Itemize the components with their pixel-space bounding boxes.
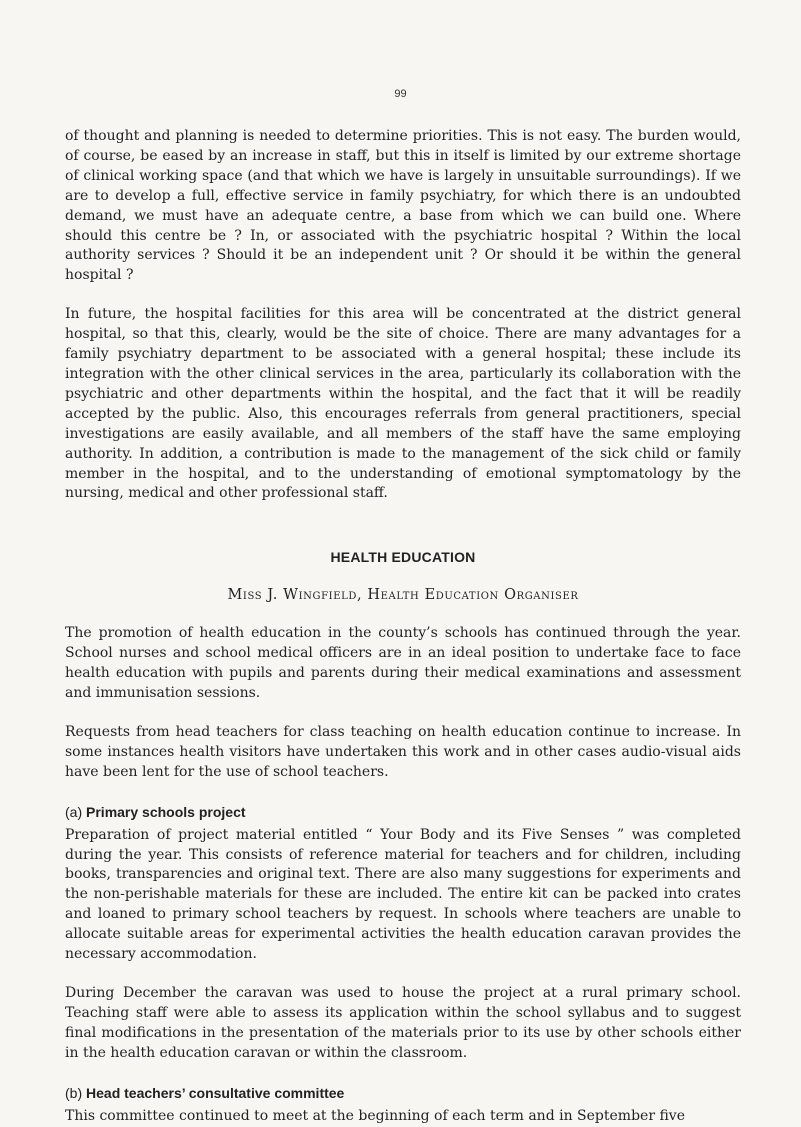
page-content [65, 127, 741, 1127]
subheading-head-teachers [65, 1083, 741, 1103]
subheading-label: (b) [65, 1084, 83, 1101]
primary-schools-paragraph-1: Preparation of project material entitled “ Your Body and its Five Senses ” was completed during the year. This consists of reference material for teachers and for children, including books, transparencies and original text. There are also many suggestions for experiments and the non-perishable materials for these are included. The entire kit can be packed into crates and loaned to primary school teachers by request. In schools where teachers are unable to allocate suitable areas for experimental activities the health education caravan provides the necessary accommodation. [65, 826, 741, 963]
health-education-paragraph-1: The promotion of health education in the county’s schools has continued through the year. School nurses and school medical officers are in an ideal position to undertake face to face health education with pupils and parents during their medical examinations and assessment and immunisation sessions. [65, 625, 741, 702]
section-heading-health-education: HEALTH EDUCATION [330, 549, 476, 566]
head-teachers-paragraph-1: This committee continued to meet at the beginning of each term and in September five [65, 1107, 686, 1124]
subheading-label: (a) [65, 803, 83, 820]
subheading-title: Primary schools project [86, 803, 246, 820]
subheading-title: Head teachers’ consultative committee [86, 1084, 345, 1101]
intro-paragraph-1: of thought and planning is needed to determine priorities. This is not easy. The burden would, of course, be eased by an increase in staff, but this in itself is limited by our extreme shortage of clinical working space (and that which we have is largely in unsuitable surroundings). If we are to develop a full, effective service in family psychiatry, for which there is an undoubted demand, we must have an adequate centre, a base from which we can build one. Where should this centre be ? In, or associated with the psychiatric hospital ? Within the local authority services ? Should it be an independent unit ? Or should it be within the general hospital ? [65, 128, 741, 284]
subheading-primary-schools [65, 802, 741, 822]
health-education-paragraph-2: Requests from head teachers for class teaching on health education continue to increase. In some instances health visitors have undertaken this work and in other cases audio-visual aids have been lent for the use of school teachers. [65, 723, 741, 780]
section-author: Miss J. Wingfield, Health Education Organiser [227, 587, 579, 604]
primary-schools-paragraph-2: During December the caravan was used to house the project at a rural primary school. Teaching staff were able to assess its application within the school syllabus and to suggest final modifications in the presentation of the materials prior to its use by other schools either in the health education caravan or within the classroom. [65, 985, 741, 1061]
page-number: 99 [394, 88, 407, 100]
intro-paragraph-2: In future, the hospital facilities for this area will be concentrated at the district general hospital, so that this, clearly, would be the site of choice. There are many advantages for a family psychiatry department to be associated with a general hospital; these include its integration with the other clinical services in the area, particularly its collaboration with the psychiatric and other departments within the hospital, and the fact that it will be readily accepted by the public. Also, this encourages referrals from general practitioners, special investigations are easily available, and all members of the staff have the same employing authority. In addition, a contribution is made to the management of the sick child or family member in the hospital, and to the understanding of emotional symptomatology by the nursing, medical and other professional staff. [65, 306, 741, 502]
